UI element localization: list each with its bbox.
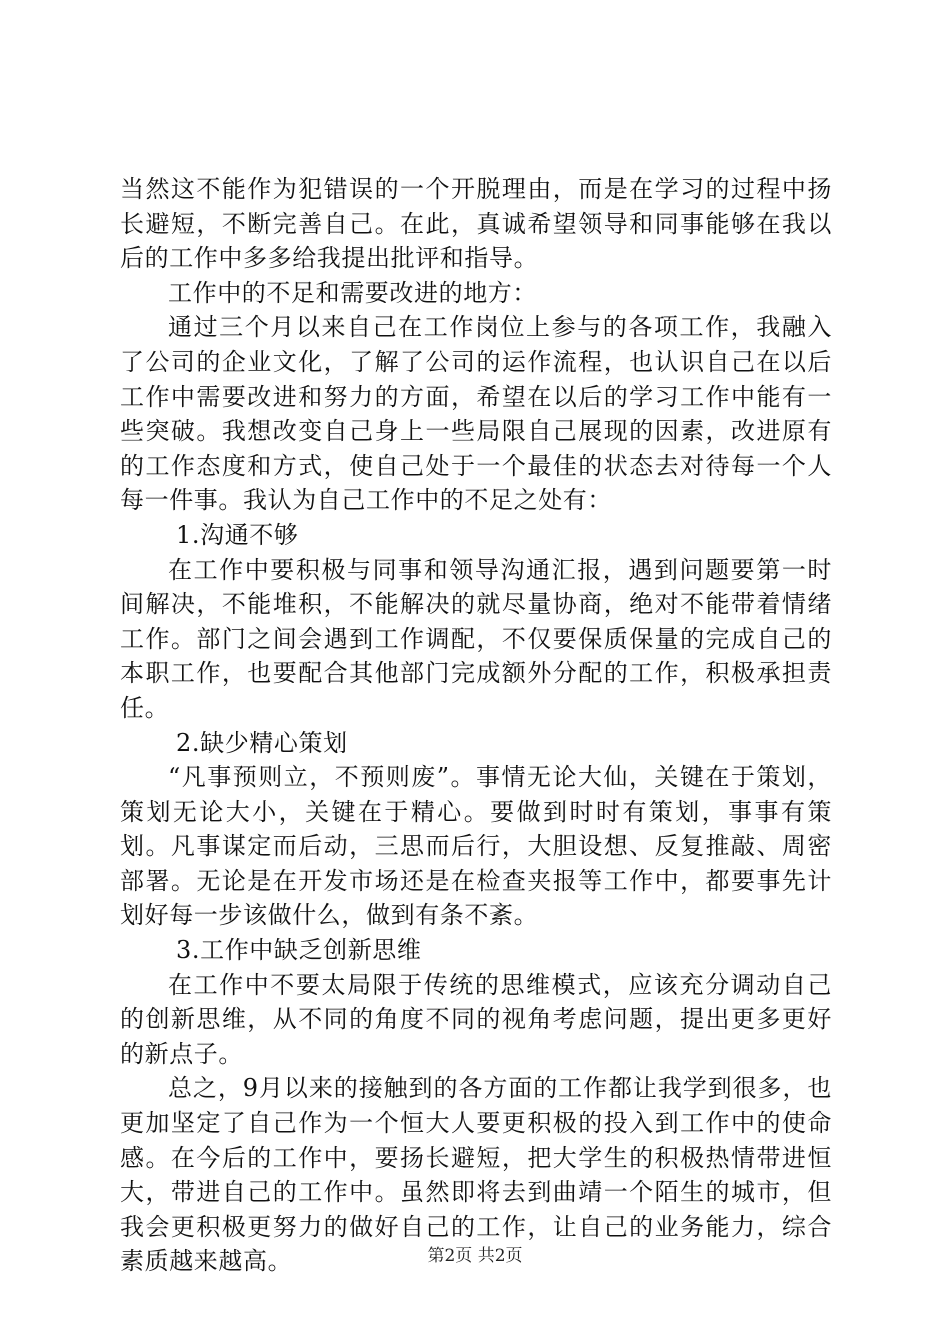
- paragraph-item-3: 在工作中不要太局限于传统的思维模式，应该充分调动自己的创新思维，从不同的角度不同的视角考虑问题，提出更多更好的新点子。: [120, 970, 832, 1068]
- page-footer: 第2页 共2页: [427, 1246, 523, 1266]
- item-heading-1: 1.沟通不够: [176, 520, 299, 549]
- paragraph-continuation: 当然这不能作为犯错误的一个开脱理由，而是在学习的过程中扬长避短，不断完善自己。在此，真诚希望领导和同事能够在我以后的工作中多多给我提出批评和指导。: [120, 175, 832, 273]
- paragraph-conclusion: 总之，9月以来的接触到的各方面的工作都让我学到很多，也更加坚定了自己作为一个恒大人要更积极的投入到工作中的使命感。在今后的工作中，要扬长避短，把大学生的积极热情带进恒大，带进自己的工作中。虽然即将去到曲靖一个陌生的城市，但我会更积极更努力的做好自己的工作，让自己的业务能力，综合素质越来越高。: [120, 1074, 832, 1276]
- paragraph-item-2: “凡事预则立，不预则废”。事情无论大仙，关键在于策划，策划无论大小，关键在于精心。要做到时时有策划，事事有策划。凡事谋定而后动，三思而后行，大胆设想、反复推敲、周密部署。无论是在开发市场还是在检查夹报等工作中，都要事先计划好每一步该做什么，做到有条不紊。: [120, 763, 832, 930]
- document-body: [120, 172, 832, 1279]
- item-heading-3: 3.工作中缺乏创新思维: [176, 936, 422, 965]
- section-heading-shortcomings: 工作中的不足和需要改进的地方：: [168, 278, 537, 307]
- paragraph-item-1: 在工作中要积极与同事和领导沟通汇报，遇到问题要第一时间解决，不能堆积，不能解决的就尽量协商，绝对不能带着情绪工作。部门之间会遇到工作调配，不仅要保质保量的完成自己的本职工作，也要配合其他部门完成额外分配的工作，积极承担责任。: [120, 555, 832, 722]
- paragraph-intro: 通过三个月以来自己在工作岗位上参与的各项工作，我融入了公司的企业文化，了解了公司的运作流程，也认识自己在以后工作中需要改进和努力的方面，希望在以后的学习工作中能有一些突破。我想改变自己身上一些局限自己展现的因素，改进原有的工作态度和方式，使自己处于一个最佳的状态去对待每一个人每一件事。我认为自己工作中的不足之处有：: [120, 313, 832, 515]
- item-heading-2: 2.缺少精心策划: [176, 728, 348, 757]
